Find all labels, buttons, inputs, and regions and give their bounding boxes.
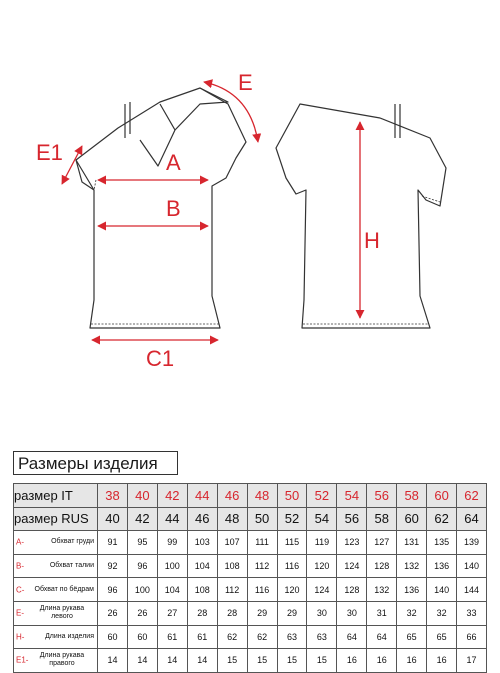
measurement-value-cell: 135 [427,531,457,555]
measurement-value-cell: 139 [457,531,487,555]
measurement-value-cell: 128 [337,578,367,602]
back-body [276,104,446,328]
size-rus-cell: 62 [427,507,457,531]
measurement-row [14,649,487,673]
measurement-description: Длина рукава правого [39,652,85,668]
size-rus-cell: 52 [277,507,307,531]
measurement-value-cell: 65 [427,625,457,649]
size-it-cell: 46 [217,484,247,508]
measurement-value-cell: 16 [337,649,367,673]
measurement-value-cell: 27 [157,601,187,625]
measurement-value-cell: 111 [247,531,277,555]
measurement-value-cell: 29 [277,601,307,625]
measurement-value-cell: 92 [98,554,128,578]
measurement-value-cell: 17 [457,649,487,673]
measurement-value-cell: 28 [217,601,247,625]
measurement-row [14,625,487,649]
size-rus-cell: 48 [217,507,247,531]
measurement-value-cell: 99 [157,531,187,555]
measurement-row [14,601,487,625]
measurement-value-cell: 107 [217,531,247,555]
dimension-lines [62,82,360,340]
back-view-outline [276,104,446,328]
measurement-value-cell: 66 [457,625,487,649]
size-rus-cell: 58 [367,507,397,531]
size-table [13,483,487,673]
measurement-value-cell: 15 [247,649,277,673]
size-rus-cell: 46 [187,507,217,531]
measurement-value-cell: 14 [127,649,157,673]
label-e1: E1 [36,140,63,165]
size-rus-cell: 42 [127,507,157,531]
size-it-cell: 50 [277,484,307,508]
measurement-value-cell: 26 [127,601,157,625]
measurement-value-cell: 14 [157,649,187,673]
size-rus-cell: 64 [457,507,487,531]
label-b: B [166,196,181,221]
measurement-label [14,554,98,578]
measurement-value-cell: 100 [157,554,187,578]
measurement-value-cell: 104 [187,554,217,578]
measurement-value-cell: 144 [457,578,487,602]
measurement-value-cell: 65 [397,625,427,649]
measurement-value-cell: 29 [247,601,277,625]
label-c1: C1 [146,346,175,371]
measurement-row [14,578,487,602]
measurement-value-cell: 112 [247,554,277,578]
measurement-value-cell: 103 [187,531,217,555]
measurement-row [14,531,487,555]
front-view-outline [76,88,246,328]
measurement-value-cell: 30 [307,601,337,625]
size-it-cell: 40 [127,484,157,508]
measurement-value-cell: 32 [427,601,457,625]
measurement-value-cell: 33 [457,601,487,625]
measurement-value-cell: 26 [98,601,128,625]
measurement-value-cell: 132 [367,578,397,602]
measurement-description: Длина изделия [45,632,94,640]
measurement-value-cell: 123 [337,531,367,555]
size-it-cell: 56 [367,484,397,508]
measurement-description: Обхват груди [51,538,94,546]
measurement-value-cell: 61 [187,625,217,649]
measurement-label [14,531,98,555]
size-rus-cell: 50 [247,507,277,531]
measurement-value-cell: 64 [367,625,397,649]
measurement-value-cell: 104 [157,578,187,602]
front-sleeve-stitch [94,180,96,190]
measurement-value-cell: 95 [127,531,157,555]
measurement-code: E1- [16,655,29,665]
measurement-label [14,601,98,625]
measurement-value-cell: 15 [217,649,247,673]
measurement-value-cell: 63 [277,625,307,649]
front-body [76,88,246,328]
table-title: Размеры изделия [13,451,178,475]
measurement-value-cell: 61 [157,625,187,649]
size-rus-cell: 56 [337,507,367,531]
measurement-description: Длина рукава левого [39,605,85,621]
measurement-value-cell: 128 [367,554,397,578]
measurement-value-cell: 140 [427,578,457,602]
measurement-value-cell: 96 [98,578,128,602]
header-it-label: размер IT [14,484,98,508]
measurement-value-cell: 124 [337,554,367,578]
header-rus-label: размер RUS [14,507,98,531]
measurement-value-cell: 32 [397,601,427,625]
measurement-value-cell: 15 [307,649,337,673]
measurement-value-cell: 60 [98,625,128,649]
size-rus-cell: 54 [307,507,337,531]
measurement-value-cell: 115 [277,531,307,555]
measurement-value-cell: 62 [217,625,247,649]
measurement-value-cell: 116 [247,578,277,602]
size-it-cell: 54 [337,484,367,508]
measurement-value-cell: 127 [367,531,397,555]
measurement-value-cell: 136 [427,554,457,578]
size-it-cell: 60 [427,484,457,508]
measurement-value-cell: 31 [367,601,397,625]
measurement-value-cell: 136 [397,578,427,602]
size-it-cell: 62 [457,484,487,508]
measurement-code: A- [16,537,24,547]
measurement-code: H- [16,632,25,642]
front-shoulder-layer [160,88,228,130]
measurement-value-cell: 30 [337,601,367,625]
measurement-value-cell: 100 [127,578,157,602]
size-table-body [14,484,487,673]
measurement-value-cell: 132 [397,554,427,578]
measurement-label [14,649,98,673]
measurement-value-cell: 112 [217,578,247,602]
measurement-value-cell: 119 [307,531,337,555]
measurement-code: E- [16,608,24,618]
measurement-value-cell: 14 [98,649,128,673]
measurement-code: C- [16,585,25,595]
measurement-value-cell: 62 [247,625,277,649]
measurement-value-cell: 131 [397,531,427,555]
measurement-row [14,554,487,578]
size-it-cell: 38 [98,484,128,508]
measurement-code: B- [16,561,24,571]
measurement-value-cell: 116 [277,554,307,578]
label-h: H [364,228,380,253]
size-it-cell: 42 [157,484,187,508]
measurement-value-cell: 28 [187,601,217,625]
label-e: E [238,70,253,95]
header-row-it [14,484,487,508]
size-rus-cell: 44 [157,507,187,531]
measurement-value-cell: 108 [187,578,217,602]
label-a: A [166,150,181,175]
size-it-cell: 52 [307,484,337,508]
measurement-value-cell: 16 [367,649,397,673]
measurement-description: Обхват по бёдрам [34,585,94,593]
measurement-value-cell: 120 [277,578,307,602]
measurement-description: Обхват талии [49,562,94,570]
measurement-value-cell: 124 [307,578,337,602]
measurement-value-cell: 140 [457,554,487,578]
measurement-value-cell: 16 [397,649,427,673]
size-rus-cell: 40 [98,507,128,531]
measurement-label [14,578,98,602]
measurement-value-cell: 16 [427,649,457,673]
header-row-rus [14,507,487,531]
measurement-label [14,625,98,649]
size-it-cell: 58 [397,484,427,508]
measurement-value-cell: 14 [187,649,217,673]
measurement-value-cell: 96 [127,554,157,578]
measurement-value-cell: 108 [217,554,247,578]
size-it-cell: 48 [247,484,277,508]
measurement-value-cell: 120 [307,554,337,578]
measurement-value-cell: 64 [337,625,367,649]
measurement-value-cell: 91 [98,531,128,555]
measurement-value-cell: 63 [307,625,337,649]
measurement-value-cell: 15 [277,649,307,673]
size-rus-cell: 60 [397,507,427,531]
measurement-value-cell: 60 [127,625,157,649]
size-it-cell: 44 [187,484,217,508]
